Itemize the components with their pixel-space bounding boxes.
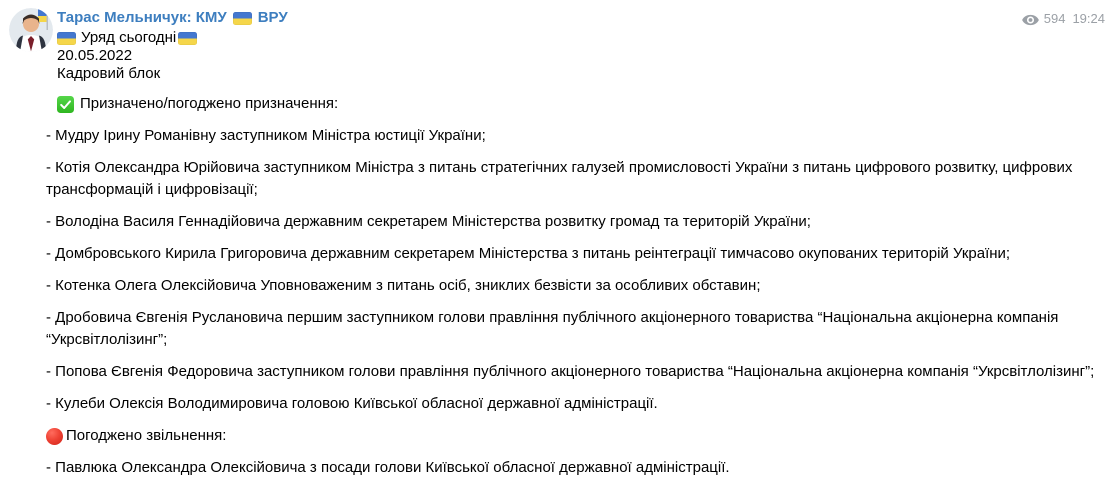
ukraine-flag-icon: [178, 32, 197, 45]
views-count: 594: [1043, 11, 1066, 26]
appointment-item: - Мудру Ірину Романівну заступником Міністра юстиції України;: [46, 127, 486, 144]
check-mark-icon: [57, 96, 74, 113]
appointed-heading: [46, 93, 1102, 115]
appointment-item: - Попова Євгенія Федоровича заступником голови правління публічного акціонерного товариства “Національна акціонерна компанія “Укрсвітлолізинг”;: [46, 363, 1095, 380]
intro-headline-text: Уряд сьогодні: [81, 29, 177, 46]
ukraine-flag-icon: [233, 12, 252, 25]
intro-section: Кадровий блок: [57, 65, 161, 82]
person-portrait-image: [9, 8, 53, 52]
red-circle-icon: [46, 428, 63, 445]
appointment-item: - Дробовича Євгенія Руслановича першим заступником голови правління публічного акціонерного товариства “Національна акціонерна компанія “Укрсвітлолізинг”;: [46, 309, 1059, 348]
message-meta: [1022, 11, 1105, 27]
dismissal-item: - Павлюка Олександра Олексійовича з посади голови Київської обласної державної адміністрації.: [46, 459, 730, 476]
appointment-item: - Кулеби Олексія Володимировича головою Київської обласної державної адміністрації.: [46, 395, 658, 412]
timestamp: 19:24: [1072, 11, 1105, 26]
appointed-heading-text: Призначено/погоджено призначення:: [80, 95, 339, 112]
channel-name-suffix: ВРУ: [257, 9, 288, 26]
appointment-item: - Домбровського Кирила Григоровича державним секретарем Міністерства з питань реінтеграції тимчасово окупованих територій України;: [46, 245, 1011, 262]
appointment-item: - Володіна Василя Геннадійовича державним секретарем Міністерства розвитку громад та територій України;: [46, 213, 811, 230]
dismissed-heading: [46, 425, 1102, 447]
views-eye-icon: [1022, 14, 1039, 26]
channel-name-text: Тарас Мельничук: КМУ: [57, 9, 227, 26]
post-header: [0, 0, 1118, 83]
message-text: [0, 93, 1118, 479]
appointment-item: - Котія Олександра Юрійовича заступником Міністра з питань стратегічних галузей промисловості України з питань цифрового розвитку, цифрових трансформацій і цифровізації;: [46, 159, 1073, 198]
channel-name[interactable]: [57, 8, 998, 28]
intro-date: 20.05.2022: [57, 47, 133, 64]
channel-avatar[interactable]: [9, 8, 53, 52]
ukraine-flag-icon: [57, 32, 76, 45]
dismissed-heading-text: Погоджено звільнення:: [66, 427, 227, 444]
appointment-item: - Котенка Олега Олексійовича Уповноваженим з питань осіб, зниклих безвісти за особливих обставин;: [46, 277, 761, 294]
intro-headline: [57, 29, 998, 47]
